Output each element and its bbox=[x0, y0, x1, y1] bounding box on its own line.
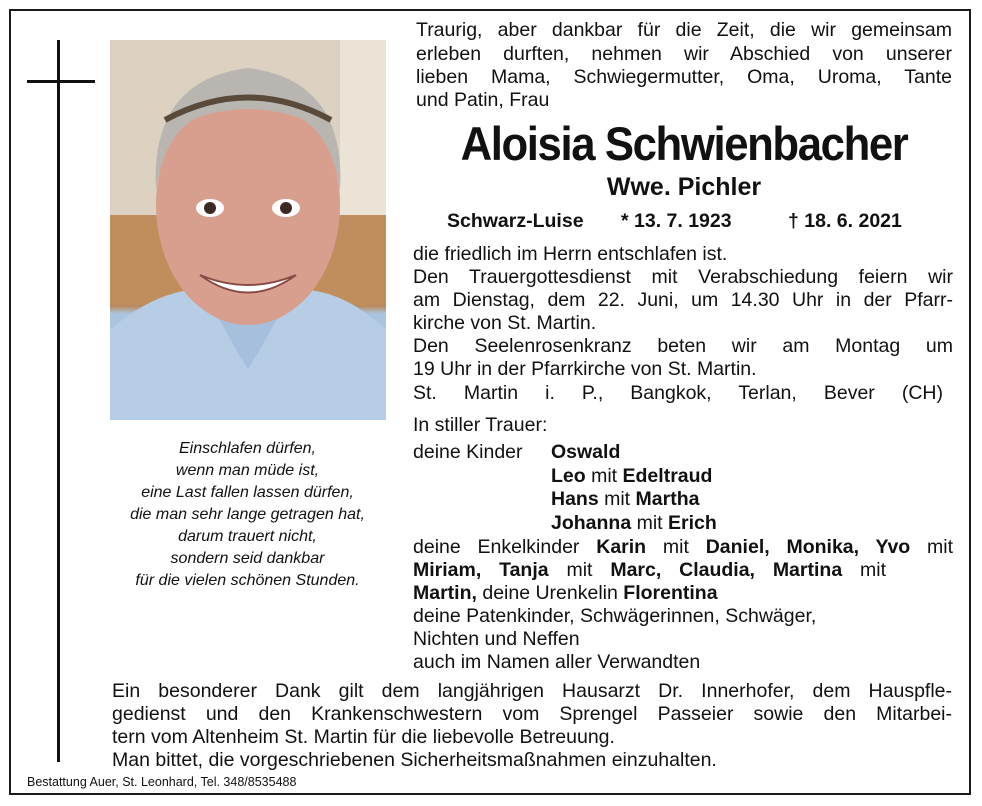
grandchild-names: Marc, Claudia, Martina bbox=[610, 559, 843, 581]
thanks-line: Man bittet, die vorgeschriebenen Sicherheitsmaßnahmen einzuhalten. bbox=[112, 749, 717, 771]
child-name: Leo bbox=[551, 465, 586, 487]
connector: mit bbox=[566, 559, 593, 581]
mourners-line: auch im Namen aller Verwandten bbox=[413, 651, 701, 673]
poem-line: eine Last fallen lassen dürfen, bbox=[141, 484, 354, 501]
spouse-name: Edeltraud bbox=[622, 465, 713, 487]
thanks-line: gedienst und den Krankenschwestern vom Sprengel Passeier sowie den Mitarbei- bbox=[112, 703, 952, 725]
intro-line: Traurig, aber dankbar für die Zeit, die wir gemeinsam bbox=[416, 19, 952, 41]
intro-line: und Patin, Frau bbox=[416, 89, 550, 111]
funeral-home-footer: Bestattung Auer, St. Leonhard, Tel. 348/8535488 bbox=[27, 775, 297, 789]
connector: mit bbox=[604, 488, 631, 510]
connector: mit bbox=[860, 559, 887, 581]
portrait-illustration bbox=[110, 40, 386, 420]
poem-line: darum trauert nicht, bbox=[178, 528, 317, 545]
grandchild-names: Daniel, Monika, Yvo bbox=[705, 536, 911, 558]
spouse-name: Erich bbox=[668, 512, 717, 534]
label: deine Enkelkinder bbox=[413, 536, 580, 558]
great-grandchild-line bbox=[413, 582, 718, 605]
mourners-line: deine Patenkinder, Schwägerinnen, Schwäger, bbox=[413, 605, 817, 627]
birth-date: * 13. 7. 1923 bbox=[621, 210, 732, 232]
thanks-line: Ein besonderer Dank gilt dem langjährigen Hausarzt Dr. Innerhofer, dem Hauspfle- bbox=[112, 680, 952, 702]
mourners-heading: In stiller Trauer: bbox=[413, 414, 548, 436]
cross-icon-horizontal bbox=[27, 80, 95, 83]
great-grandchild-name: Florentina bbox=[623, 582, 718, 604]
intro-line: erleben durften, nehmen wir Abschied von unserer bbox=[416, 43, 952, 65]
connector: mit bbox=[662, 536, 689, 558]
poem-line: wenn man müde ist, bbox=[175, 462, 320, 479]
poem-line: die man sehr lange getragen hat, bbox=[130, 506, 365, 523]
body-line: Den Trauergottesdienst mit Verabschiedung feiern wir bbox=[413, 266, 953, 288]
death-date: † 18. 6. 2021 bbox=[788, 210, 902, 232]
connector: mit bbox=[927, 536, 954, 558]
places-line: St. Martin i. P., Bangkok, Terlan, Bever (CH) bbox=[413, 382, 943, 404]
body-line: am Dienstag, dem 22. Juni, um 14.30 Uhr in der Pfarr- bbox=[413, 289, 953, 311]
body-line: 19 Uhr in der Pfarrkirche von St. Martin. bbox=[413, 358, 757, 380]
grandchild-name: Karin bbox=[596, 536, 647, 558]
poem bbox=[95, 438, 400, 592]
thanks-line: tern vom Altenheim St. Martin für die liebevolle Betreuung. bbox=[112, 726, 615, 748]
body-line: Den Seelenrosenkranz beten wir am Montag um bbox=[413, 335, 953, 357]
body-line: die friedlich im Herrn entschlafen ist. bbox=[413, 243, 728, 265]
child-name: Oswald bbox=[551, 441, 621, 463]
grandchild-name: Martin, bbox=[413, 582, 477, 604]
widow-of-line: Wwe. Pichler bbox=[606, 173, 762, 201]
poem-line: sondern seid dankbar bbox=[170, 550, 325, 567]
grandchildren-line bbox=[413, 559, 886, 582]
child-row bbox=[551, 465, 712, 488]
child-row bbox=[551, 488, 699, 511]
intro-line: lieben Mama, Schwiegermutter, Oma, Uroma, Tante bbox=[416, 66, 952, 88]
poem-line: für die vielen schönen Stunden. bbox=[135, 572, 360, 589]
child-row bbox=[551, 512, 717, 535]
label: deine Urenkelin bbox=[482, 582, 618, 604]
body-line: kirche von St. Martin. bbox=[413, 312, 597, 334]
connector: mit bbox=[636, 512, 663, 534]
portrait-photo bbox=[110, 40, 386, 420]
grandchild-names: Miriam, Tanja bbox=[413, 559, 549, 581]
child-name: Johanna bbox=[551, 512, 632, 534]
children-label: deine Kinder bbox=[413, 441, 523, 463]
poem-line: Einschlafen dürfen, bbox=[179, 440, 316, 457]
deceased-name: Aloisia Schwienbacher bbox=[460, 117, 908, 170]
spouse-name: Martha bbox=[635, 488, 700, 510]
cross-icon-vertical bbox=[57, 40, 60, 762]
nickname: Schwarz-Luise bbox=[447, 210, 584, 232]
grandchildren-line bbox=[413, 536, 953, 559]
connector: mit bbox=[591, 465, 618, 487]
child-name: Hans bbox=[551, 488, 599, 510]
mourners-line: Nichten und Neffen bbox=[413, 628, 580, 650]
